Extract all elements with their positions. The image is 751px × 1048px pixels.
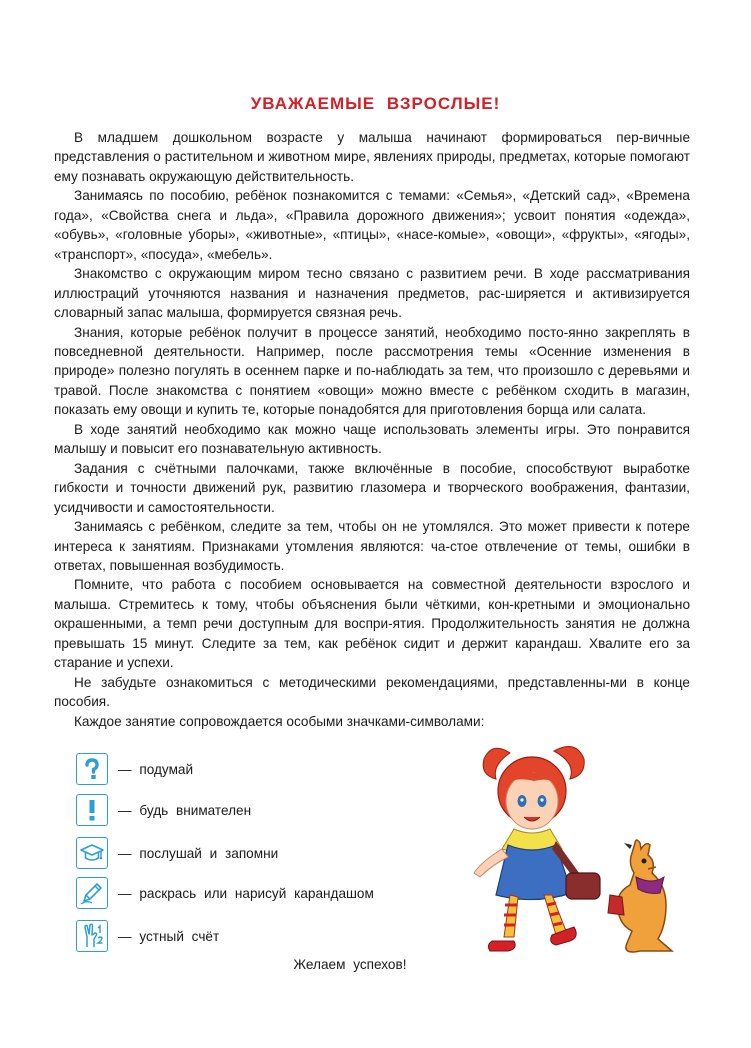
paragraph: Помните, что работа с пособием основывается на совместной деятельности взрослого и малыша. Стремитесь к тому, чтобы объяснения были чёткими, кон-кретными и эмоционально окрашенными, а темп речи доступным для воспри-ятия. Продолжительность занятия не должна превышать 15 минут. Следите за тем, как ребёнок сидит и держит карандаш. Хвалите его за старание и успехи. xyxy=(54,577,690,671)
legend-item-listen xyxy=(76,836,278,870)
paragraph: Задания с счётными палочками, также включённые в пособие, способствуют выработке гибкости и точности движений рук, развитию глазомера и творческого воображения, фантазии, усидчивости и самостоятельности. xyxy=(54,460,690,515)
legend-item-think xyxy=(76,752,193,786)
paragraph: Занимаясь по пособию, ребёнок познакомится с темами: «Семья», «Детский сад», «Времена года», «Свойства снега и льда», «Правила дорожного движения»; усвоит понятия «одежда», «обувь», «головные уборы», «животные», «птицы», «насе-комые», «овощи», «фрукты», «ягоды», «транспорт», «посуда», «мебель». xyxy=(54,188,690,262)
legend-item-attention xyxy=(76,793,251,827)
legend-label: — подумай xyxy=(118,761,194,777)
pencil-icon xyxy=(76,877,108,909)
legend-label: — послушай и запомни xyxy=(118,845,279,861)
closing-wish: Желаем успехов! xyxy=(293,957,407,972)
girl-and-kangaroo-illustration xyxy=(452,745,692,965)
paragraph: В ходе занятий необходимо как можно чаще использовать элементы игры. Это понравится малышу и повысит его познавательную активность. xyxy=(54,421,690,457)
paragraph: Знакомство с окружающим миром тесно связано с развитием речи. В ходе рассматривания иллюстраций уточняются названия и назначения предметов, рас-ширяется и активизируется словарный запас малыша, формируется связная речь. xyxy=(54,266,690,321)
graduation-cap-icon xyxy=(76,837,108,869)
counting-hand-icon xyxy=(76,920,108,952)
paragraph: Не забудьте ознакомиться с методическими рекомендациями, представленны-ми в конце пособия. xyxy=(54,674,690,710)
page-title: УВАЖАЕМЫЕ ВЗРОСЛЫЕ! xyxy=(250,94,501,113)
question-icon xyxy=(76,753,108,785)
legend-label: — устный счёт xyxy=(118,928,220,944)
intro-text xyxy=(54,128,690,731)
legend-item-count xyxy=(76,919,219,953)
paragraph: Знания, которые ребёнок получит в процессе занятий, необходимо посто-янно закреплять в повседневной деятельности. Например, после рассмотрения темы «Осенние изменения в природе» полезно погулять в осеннем парке и по-наблюдать за тем, что произошло с деревьями и травой. После знакомства с понятием «овощи» можно вместе с ребёнком сходить в магазин, показать ему овощи и купить те, которые понадобятся для приготовления борща или салата. xyxy=(54,324,690,418)
legend-item-draw xyxy=(76,876,374,910)
girl-figure xyxy=(474,747,600,952)
legend-label: — раскрась или нарисуй карандашом xyxy=(118,885,374,901)
paragraph: В младшем дошкольном возрасте у малыша начинают формироваться пер-вичные представления о растительном и животном мире, явлениях природы, предметах, которые помогают ему познавать окружающую действительность. xyxy=(54,130,690,184)
paragraph: Занимаясь с ребёнком, следите за тем, чтобы он не утомлялся. Это может привести к потере интереса к занятиям. Признаками утомления являются: ча-стое отвлечение от темы, ошибки в ответах, повышенная возбудимость. xyxy=(54,519,690,573)
paragraph: Каждое занятие сопровождается особыми значками-символами: xyxy=(74,713,485,729)
kangaroo-figure xyxy=(608,840,672,952)
legend-label: — будь внимателен xyxy=(118,802,252,818)
exclamation-icon xyxy=(76,794,108,826)
